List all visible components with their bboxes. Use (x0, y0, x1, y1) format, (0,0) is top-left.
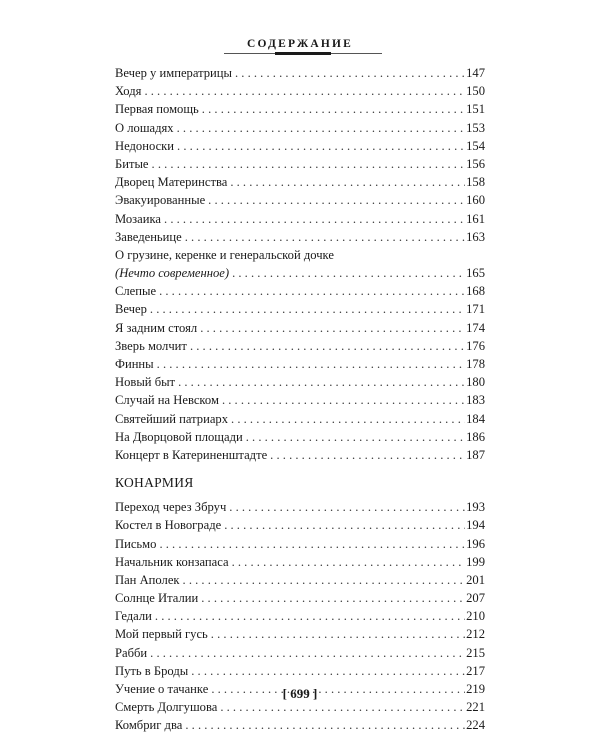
toc-entry (115, 173, 485, 191)
toc-entry-page: 156 (466, 156, 485, 171)
leader-dots (201, 589, 465, 607)
toc-entry (115, 498, 485, 516)
toc-entry (115, 100, 485, 118)
toc-entry (115, 119, 485, 137)
leader-dots (144, 82, 465, 100)
toc-entry-title: Рабби (115, 645, 148, 660)
toc-entry-title: Комбриг два (115, 718, 183, 733)
toc-entry-page: 174 (466, 320, 485, 335)
toc-entry-title: Ходя (115, 84, 142, 99)
toc-entry-multiline-cont (115, 264, 485, 282)
toc-entry-page: 183 (466, 393, 485, 408)
toc-entry (115, 282, 485, 300)
leader-dots (232, 553, 466, 571)
toc-entry (115, 428, 485, 446)
toc-entry (115, 64, 485, 82)
toc-entry (115, 391, 485, 409)
toc-entry-page: 180 (466, 375, 485, 390)
toc-entry-page: 150 (466, 84, 485, 99)
toc-entry-page: 168 (466, 284, 485, 299)
toc-entry-title: Вечер (115, 302, 147, 317)
toc-entry-title: Концерт в Катериненштадте (115, 447, 268, 462)
toc-entry-title: Эвакуированные (115, 193, 206, 208)
toc-entry-title: Пан Аполек (115, 572, 180, 587)
toc-entry-page: 153 (466, 120, 485, 135)
toc-entry-page: 161 (466, 211, 485, 226)
toc-entry-page: 207 (466, 591, 485, 606)
toc-entry-page: 224 (466, 718, 485, 733)
toc-entry (115, 337, 485, 355)
toc-entry-title: Первая помощь (115, 102, 199, 117)
leader-dots (150, 300, 465, 318)
toc-entry (115, 553, 485, 571)
leader-dots (232, 264, 465, 282)
toc-entry-title: Переход через Збруч (115, 500, 227, 515)
section-heading: КОНАРМИЯ (115, 475, 194, 491)
toc-entry (115, 446, 485, 464)
toc-entry-page: 158 (466, 175, 485, 190)
toc-entry-title: Мозаика (115, 211, 162, 226)
toc-entry-title: На Дворцовой площади (115, 429, 243, 444)
toc-entry-title: Костел в Новограде (115, 518, 222, 533)
toc-entry-page: 221 (466, 700, 485, 715)
leader-dots (224, 516, 465, 534)
leader-dots (190, 337, 465, 355)
leader-dots (177, 119, 466, 137)
leader-dots (159, 535, 465, 553)
toc-entry-title: Мой первый гусь (115, 627, 208, 642)
leader-dots (211, 625, 465, 643)
leader-dots (159, 282, 465, 300)
toc-entry-page: 196 (466, 536, 485, 551)
leader-dots (246, 428, 465, 446)
toc-entry (115, 355, 485, 373)
toc-entry-title: Финны (115, 357, 154, 371)
toc-entry-title: Заведеньице (115, 229, 182, 244)
leader-dots (152, 155, 466, 173)
leader-dots (155, 607, 465, 625)
toc-entry (115, 571, 485, 589)
leader-dots (183, 571, 466, 589)
toc-entry-page: 163 (466, 229, 485, 244)
leader-dots (270, 446, 465, 464)
toc-entry-title: Я задним стоял (115, 320, 198, 335)
toc-entry-page: 184 (466, 411, 485, 426)
toc-entry-title: Новый быт (115, 375, 176, 390)
toc-entry-page: 160 (466, 193, 485, 208)
toc-entry-title: Письмо (115, 536, 157, 551)
toc-entry-title: Путь в Броды (115, 663, 189, 678)
toc-entry (115, 137, 485, 155)
toc-entry-page: 215 (466, 645, 485, 660)
leader-dots (150, 644, 465, 662)
toc-entry (115, 228, 485, 246)
toc-entry-page: 147 (466, 66, 485, 80)
toc-entry-page: 193 (466, 500, 485, 515)
leader-dots (231, 410, 465, 428)
leader-dots (164, 210, 465, 228)
leader-dots (202, 100, 465, 118)
toc-entry-title: Солнце Италии (115, 591, 199, 606)
leader-dots (178, 373, 465, 391)
leader-dots (185, 716, 465, 734)
toc-entry (115, 155, 485, 173)
toc-entry-title: Случай на Невском (115, 393, 219, 408)
running-header (0, 34, 600, 52)
toc-entry-page: 171 (466, 302, 485, 317)
toc-entry-page: 194 (466, 518, 485, 533)
toc-entry-page: 201 (466, 572, 485, 587)
toc-entry-title: Начальник конзапаса (115, 554, 229, 569)
toc-entry (115, 82, 485, 100)
toc-entry-title: Дворец Материнства (115, 175, 228, 190)
toc-entry (115, 373, 485, 391)
leader-dots (177, 137, 465, 155)
toc-entry-page: 165 (466, 266, 485, 281)
toc-entry-page: 199 (466, 554, 485, 569)
toc-group-2 (115, 282, 485, 464)
leader-dots (230, 173, 465, 191)
header-rule-accent (275, 52, 331, 55)
toc-entry-title: Битые (115, 156, 149, 171)
toc-entry-subtitle: (Нечто современное) (115, 266, 230, 281)
leader-dots (185, 228, 465, 246)
leader-dots (229, 498, 465, 516)
toc-entry (115, 300, 485, 318)
toc-entry (115, 662, 485, 680)
toc-entry (115, 516, 485, 534)
toc-entry (115, 589, 485, 607)
toc-entry-page: 176 (466, 338, 485, 353)
toc-entry (115, 716, 485, 734)
toc-entry (115, 535, 485, 553)
toc-entry (115, 210, 485, 228)
toc-entry (115, 191, 485, 209)
leader-dots (208, 191, 465, 209)
toc-entry-title: Вечер у императрицы (115, 66, 232, 80)
toc-entry-title-line1: О грузине, керенке и генеральской дочке (115, 247, 334, 262)
toc-entry-title: Гедали (115, 609, 152, 624)
toc-entry-page: 212 (466, 627, 485, 642)
toc-entry (115, 644, 485, 662)
leader-dots (191, 662, 465, 680)
toc-entry (115, 625, 485, 643)
page-title: СОДЕРЖАНИЕ (246, 38, 354, 50)
toc-group-1 (115, 64, 485, 246)
toc-entry-page: 217 (466, 663, 485, 678)
toc-entry (115, 607, 485, 625)
toc-entry-page: 178 (466, 357, 485, 371)
table-of-contents (115, 64, 485, 735)
toc-entry-page: 210 (466, 609, 485, 624)
leader-dots (200, 319, 465, 337)
toc-entry (115, 410, 485, 428)
toc-entry-page: 154 (466, 138, 485, 153)
leader-dots (235, 64, 465, 82)
leader-dots (157, 355, 465, 373)
toc-entry (115, 319, 485, 337)
toc-entry-multiline (115, 246, 485, 264)
toc-entry-title: Слепые (115, 284, 157, 299)
toc-entry-title: Зверь молчит (115, 338, 187, 353)
toc-entry-title: Смерть Долгушова (115, 700, 218, 715)
toc-entry-page: 219 (466, 682, 485, 696)
toc-entry-title: Учение о тачанке (115, 682, 209, 696)
toc-entry-title: Недоноски (115, 138, 175, 153)
toc-entry-page: 186 (466, 429, 485, 444)
leader-dots (222, 391, 465, 409)
toc-entry-page: 187 (466, 447, 485, 462)
toc-entry-page: 151 (466, 102, 485, 117)
toc-entry-title: О лошадях (115, 120, 174, 135)
toc-entry-title: Святейший патриарх (115, 411, 229, 426)
page-number: [ 699 ] (282, 686, 318, 701)
